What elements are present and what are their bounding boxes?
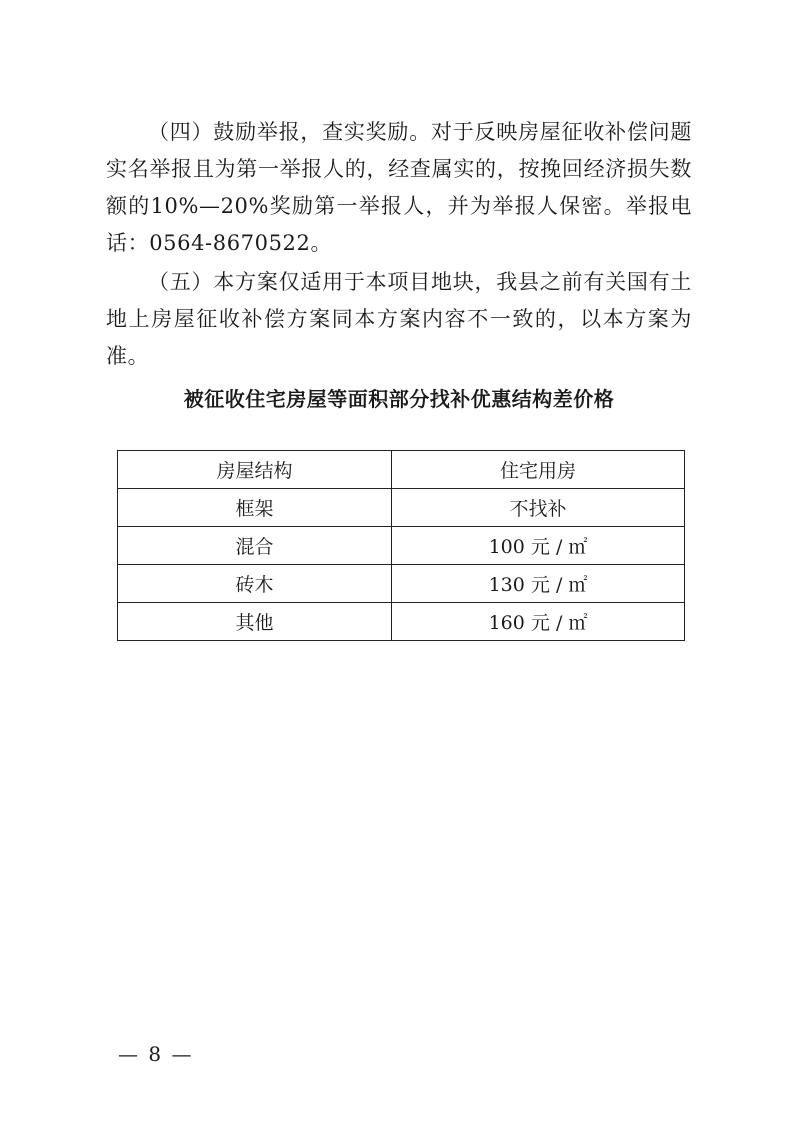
header-structure: 房屋结构 [118, 451, 392, 489]
cell-price: 100 元 / ㎡ [392, 527, 685, 565]
table-title: 被征收住宅房屋等面积部分找补优惠结构差价格 [183, 387, 615, 411]
cell-price: 不找补 [392, 489, 685, 527]
cell-structure: 混合 [118, 527, 392, 565]
table-row [118, 603, 685, 641]
header-residential: 住宅用房 [392, 451, 685, 489]
cell-structure: 砖木 [118, 565, 392, 603]
cell-structure: 框架 [118, 489, 392, 527]
table-header-row [118, 451, 685, 489]
cell-price: 160 元 / ㎡ [392, 603, 685, 641]
page-number: — 8 — [118, 1042, 194, 1066]
cell-price: 130 元 / ㎡ [392, 565, 685, 603]
paragraph-scope: （五）本方案仅适用于本项目地块，我县之前有关国有土地上房屋征收补偿方案同本方案内容不一致的，以本方案为准。 [106, 270, 692, 368]
table-row [118, 527, 685, 565]
price-difference-table [117, 450, 685, 641]
paragraph-reporting-reward: （四）鼓励举报，查实奖励。对于反映房屋征收补偿问题实名举报且为第一举报人的，经查属实的，按挽回经济损失数额的10%—20%奖励第一举报人，并为举报人保密。举报电话：0564-8670522。 [106, 120, 692, 255]
table-row [118, 565, 685, 603]
table-row [118, 489, 685, 527]
cell-structure: 其他 [118, 603, 392, 641]
